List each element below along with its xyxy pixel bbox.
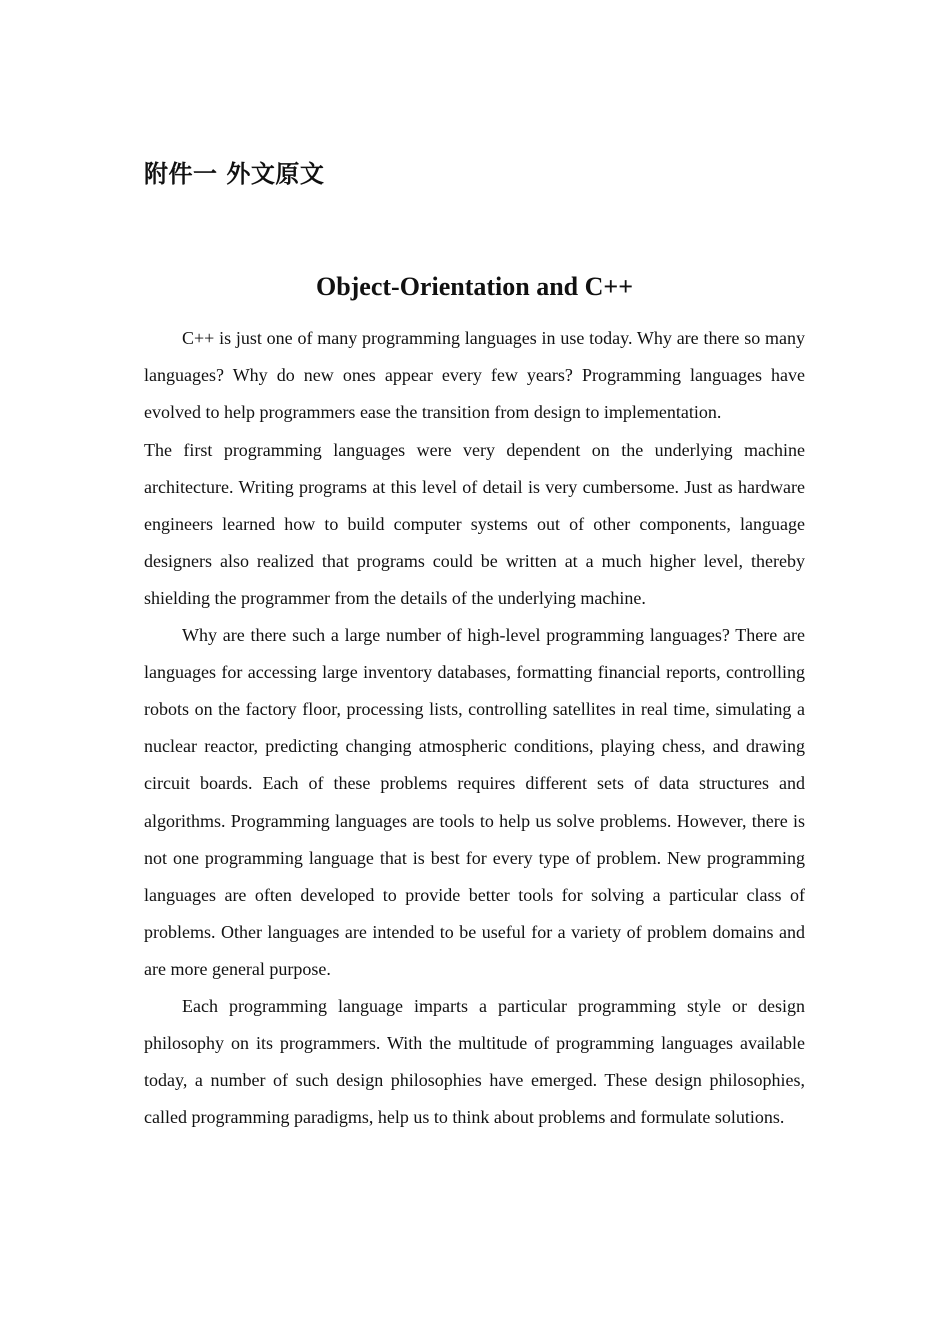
- paragraph-machine-architecture: The first programming languages were very dependent on the underlying machine architecture. Writing programs at this level of detail is very cumbersome. Just as hardware engineers learned how to build computer systems out of other components, language designers also realized that programs could be written at a much higher level, thereby shielding the programmer from the details of the underlying machine.: [144, 439, 805, 609]
- document-title: Object-Orientation and C++: [315, 272, 634, 301]
- appendix-heading: 附件一 外文原文: [144, 160, 325, 188]
- paragraph-programming-paradigms: Each programming language imparts a particular programming style or design philosophy on its programmers. With the multitude of programming languages available today, a number of such design philosophies have emerged. These design philosophies, called programming paradigms, help us to think about problems and formulate solutions.: [144, 995, 805, 1128]
- paragraph-intro: C++ is just one of many programming languages in use today. Why are there so many languages? Why do new ones appear every few years? Programming languages have evolved to help programmers ease the transition from design to implementation.: [144, 328, 805, 423]
- paragraph-high-level-languages: Why are there such a large number of high-level programming languages? There are languages for accessing large inventory databases, formatting financial reports, controlling robots on the factory floor, processing lists, controlling satellites in real time, simulating a nuclear reactor, predicting changing atmospheric conditions, playing chess, and drawing circuit boards. Each of these problems requires different sets of data structures and algorithms. Programming languages are tools to help us solve problems. However, there is not one programming language that is best for every type of problem. New programming languages are often developed to provide better tools for solving a particular class of problems. Other languages are intended to be useful for a variety of problem domains and are more general purpose.: [144, 624, 805, 980]
- body-text: [144, 320, 805, 1136]
